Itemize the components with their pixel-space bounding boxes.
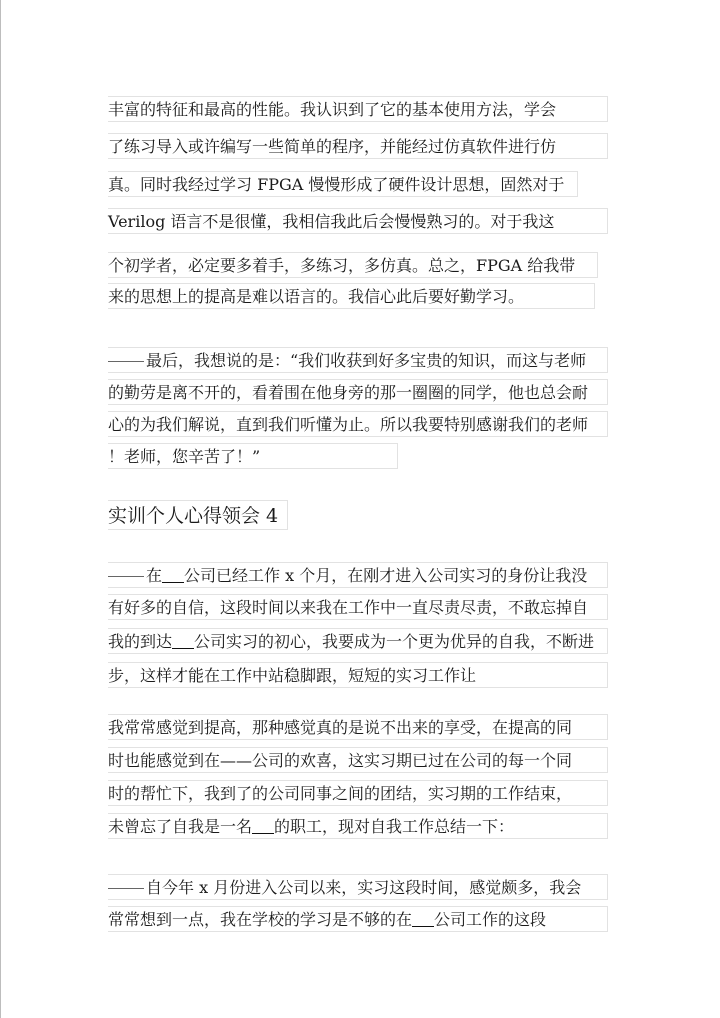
line-text: 时也能感觉到在——公司的欢喜，这实习期已过在公司的每一个同 — [108, 751, 573, 770]
text-line — [108, 96, 608, 122]
line-text: 在 — [146, 566, 163, 585]
text-line — [108, 562, 608, 588]
line-text: 自今年 x 月份进入公司以来，实习这段时间，感觉颇多，我会 — [146, 878, 582, 897]
line-text: 未曾忘了自我是一名 — [108, 817, 253, 836]
line-text: 有好多的自信，这段时间以来我在工作中一直尽责尽责，不敢忘掉自 — [108, 598, 589, 617]
text-line — [108, 283, 595, 309]
text-line — [108, 171, 578, 197]
text-line — [108, 747, 608, 773]
line-text: Verilog 语言不是很懂，我相信我此后会慢慢熟习的。对于我这 — [108, 212, 555, 231]
fill-blank — [252, 817, 274, 834]
line-text: 最后，我想说的是：“我们收获到好多宝贵的知识，而这与老师 — [146, 351, 587, 370]
page-edge — [0, 0, 1, 1018]
text-line — [108, 714, 608, 740]
text-line — [108, 411, 608, 437]
text-line — [108, 874, 608, 900]
text-line — [108, 443, 398, 469]
indent-dash — [108, 576, 144, 577]
text-line — [108, 780, 608, 806]
text-line — [108, 379, 608, 405]
line-text: ！老师，您辛苦了！” — [108, 447, 261, 466]
line-text: 了练习导入或许编写一些简单的程序，并能经过仿真软件进行仿 — [108, 137, 557, 156]
text-line — [108, 347, 608, 373]
fill-blank — [412, 910, 434, 927]
text-line — [108, 906, 608, 932]
text-line — [108, 662, 608, 688]
text-line — [108, 252, 598, 278]
line-text: 时的帮忙下，我到了的公司同事之间的团结，实习期的工作结束， — [108, 784, 573, 803]
indent-dash — [108, 888, 144, 889]
line-text: 丰富的特征和最高的性能。我认识到了它的基本使用方法，学会 — [108, 100, 557, 119]
text-line — [108, 208, 608, 234]
line-text: 公司实习的初心，我要成为一个更为优异的自我，不断进 — [194, 632, 595, 651]
line-text: 公司工作的这段 — [434, 910, 547, 929]
line-text: 来的思想上的提高是难以语言的。我信心此后要好勤学习。 — [108, 287, 525, 306]
text-line — [108, 628, 608, 654]
fill-blank — [172, 632, 194, 649]
text-line — [108, 594, 608, 620]
fill-blank — [162, 566, 184, 583]
line-text: 真。同时我经过学习 FPGA 慢慢形成了硬件设计思想，固然对于 — [108, 175, 565, 194]
line-text: 我常常感觉到提高，那种感觉真的是说不出来的享受，在提高的同 — [108, 718, 573, 737]
indent-dash — [108, 361, 144, 362]
section-heading — [108, 500, 288, 530]
line-text: 公司已经工作 x 个月，在刚才进入公司实习的身份让我没 — [184, 566, 588, 585]
line-text: 常常想到一点，我在学校的学习是不够的在 — [108, 910, 413, 929]
line-text: 步，这样才能在工作中站稳脚跟，短短的实习工作让 — [108, 666, 477, 685]
line-text: 的职工，现对自我工作总结一下： — [274, 817, 515, 836]
text-line — [108, 813, 608, 839]
heading-text: 实训个人心得领会 4 — [108, 505, 279, 527]
line-text: 心的为我们解说，直到我们听懂为止。所以我要特别感谢我们的老师 — [108, 415, 589, 434]
text-line — [108, 133, 608, 159]
line-text: 个初学者，必定要多着手，多练习，多仿真。总之，FPGA 给我带 — [108, 256, 576, 275]
line-text: 我的到达 — [108, 632, 173, 651]
line-text: 的勤劳是离不开的，看着围在他身旁的那一圈圈的同学，他也总会耐 — [108, 383, 589, 402]
